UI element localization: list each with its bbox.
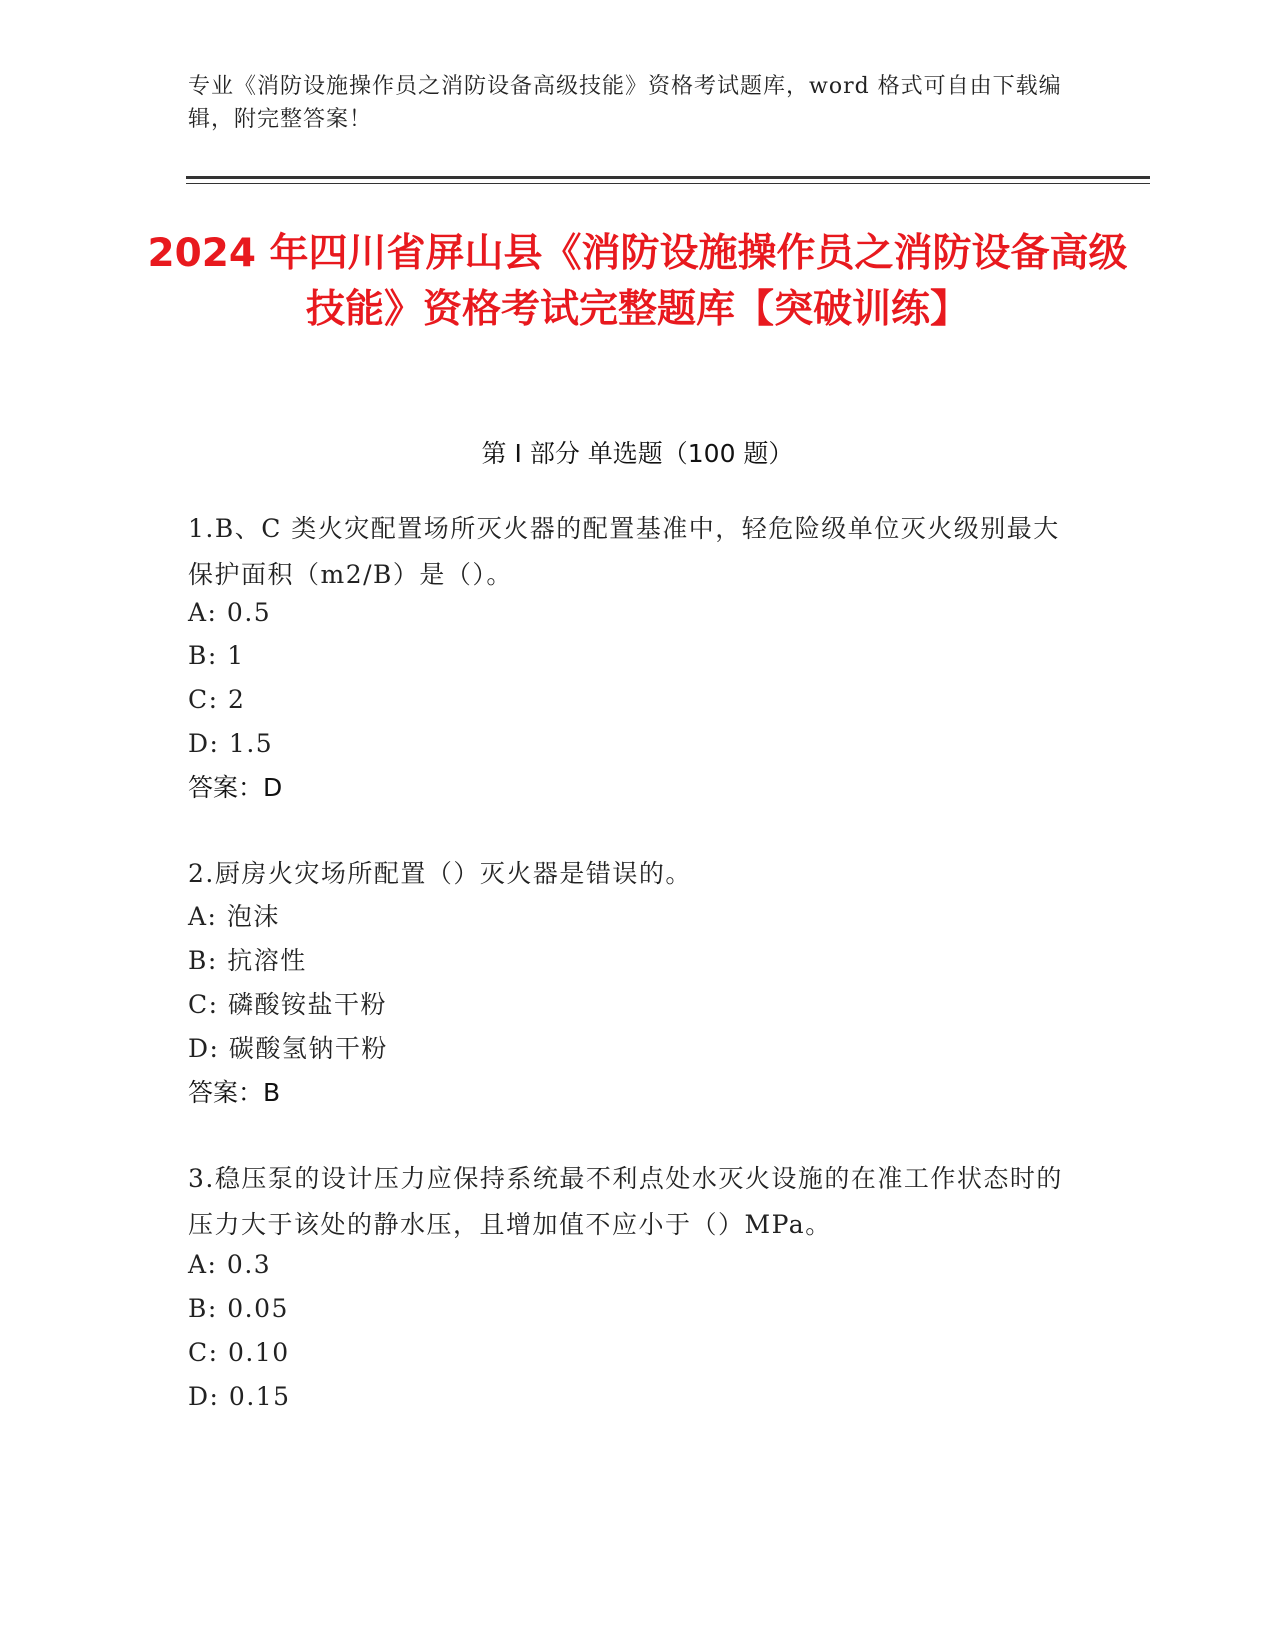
- header-divider-thick: [186, 176, 1150, 179]
- section-title: 第 I 部分 单选题（100 题）: [481, 439, 794, 468]
- header-note: 专业《消防设施操作员之消防设备高级技能》资格考试题库，word 格式可自由下载编辑，附完整答案！: [188, 74, 1062, 132]
- question-1-option-d: D: 1.5: [188, 729, 274, 758]
- question-1-option-c: C: 2: [188, 685, 246, 714]
- question-3-option-b: B: 0.05: [188, 1294, 289, 1323]
- question-1-option-a: A: 0.5: [188, 598, 272, 627]
- question-2-option-d: D: 碳酸氢钠干粉: [188, 1034, 388, 1063]
- question-3-option-c: C: 0.10: [188, 1338, 290, 1367]
- question-1-option-b: B: 1: [188, 641, 245, 670]
- header-divider-thin: [186, 183, 1150, 184]
- question-2-answer: 答案：B: [188, 1078, 281, 1107]
- question-1-answer: 答案：D: [188, 773, 283, 802]
- question-2-text: 2.厨房火灾场所配置（）灭火器是错误的。: [188, 859, 692, 888]
- question-3-option-d: D: 0.15: [188, 1382, 291, 1411]
- question-2-option-a: A: 泡沫: [188, 902, 280, 931]
- document-title: 2024 年四川省屏山县《消防设施操作员之消防设备高级技能》资格考试完整题库【突破训练】: [147, 231, 1128, 332]
- question-3-text: 3.稳压泵的设计压力应保持系统最不利点处水灭火设施的在准工作状态时的压力大于该处的静水压，且增加值不应小于（）MPa。: [188, 1164, 1063, 1239]
- question-1-text: 1.B、C 类火灾配置场所灭火器的配置基准中，轻危险级单位灭火级别最大保护面积（m2/B）是（）。: [188, 514, 1060, 589]
- question-3-option-a: A: 0.3: [188, 1250, 272, 1279]
- question-2-option-b: B: 抗溶性: [188, 946, 307, 975]
- question-2-option-c: C: 磷酸铵盐干粉: [188, 990, 387, 1019]
